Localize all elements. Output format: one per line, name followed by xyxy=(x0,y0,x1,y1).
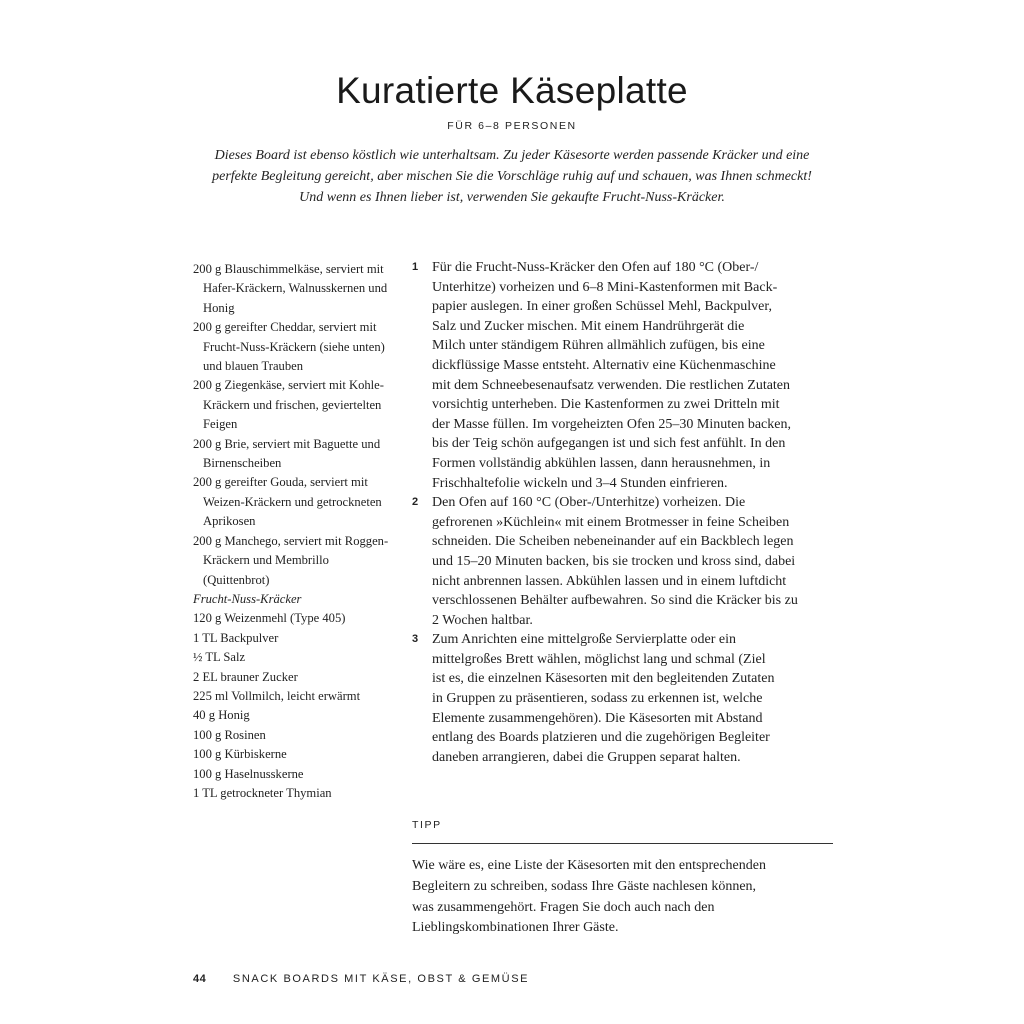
ingredients-column xyxy=(193,260,393,803)
step-text-line: und 15–20 Minuten backen, bis sie trocken und kross sind, dabei xyxy=(432,553,796,569)
step-text-line: ist es, die einzelnen Käsesorten mit den begleitenden Zutaten xyxy=(432,671,775,687)
step-text-line: bis der Teig schön aufgegangen ist und sich fest anfühlt. In den xyxy=(432,436,786,452)
ingredient-item: 1 TL Backpulver xyxy=(193,630,279,645)
cheese-item-cheddar: 200 g gereifter Cheddar, serviert mit Frucht-Nuss-Kräckern (siehe unten) und blauen Trauben xyxy=(193,320,385,374)
step-text-line: Frischhaltefolie wickeln und 3–4 Stunden einfrieren. xyxy=(432,475,728,491)
step-text-line: entlang des Boards platzieren und die zugehörigen Begleiter xyxy=(432,730,770,746)
step-text-line: daneben arrangieren, dabei die Gruppen separat halten. xyxy=(432,749,741,765)
ingredient-item: 40 g Honig xyxy=(193,708,250,723)
method-step-1 xyxy=(412,258,840,493)
step-text-line: Unterhitze) vorheizen und 6–8 Mini-Kastenformen mit Back- xyxy=(432,279,778,295)
ingredient-item: ½ TL Salz xyxy=(193,650,246,665)
tip-text xyxy=(412,856,840,939)
step-text-line: Den Ofen auf 160 °C (Ober-/Unterhitze) vorheizen. Die xyxy=(432,495,746,511)
tip-text-line: was zusammengehört. Fragen Sie doch auch nach den xyxy=(412,899,715,915)
tip-heading: TIPP xyxy=(412,819,442,831)
step-text-line: der Masse füllen. Im vorgeheizten Ofen 25–30 Minuten backen, xyxy=(432,416,791,432)
step-text-line: Salz und Zucker mischen. Mit einem Handrührgerät die xyxy=(432,318,745,334)
step-text-line: mit dem Schneebesenaufsatz verwenden. Die restlichen Zutaten xyxy=(432,377,791,393)
ingredient-item: 225 ml Vollmilch, leicht erwärmt xyxy=(193,688,361,703)
page-title: Kuratierte Käseplatte xyxy=(336,70,688,111)
cheese-list xyxy=(193,260,393,590)
step-number: 1 xyxy=(412,261,419,273)
tip-divider xyxy=(412,843,833,844)
tip-text-line: Begleitern zu schreiben, sodass Ihre Gäste nachlesen können, xyxy=(412,878,757,894)
step-number: 3 xyxy=(412,633,419,646)
page-number: 44 xyxy=(193,973,207,985)
method-steps xyxy=(412,258,840,767)
step-text-line: gefrorenen »Küchlein« mit einem Brotmesser in feine Scheiben xyxy=(432,514,790,530)
step-text-line: in Gruppen zu präsentieren, sodass zu erkennen ist, welche xyxy=(432,691,763,707)
step-number: 2 xyxy=(412,496,419,509)
servings-label: FÜR 6–8 PERSONEN xyxy=(447,120,577,132)
recipe-intro: Dieses Board ist ebenso köstlich wie unterhaltsam. Zu jeder Käsesorte werden passende Kräcker und eine perfekte Begleitung gereicht, aber mischen Sie die Vorschläge ruhig auf und schauen, was Ihnen schmeckt! Und wenn es Ihnen lieber ist, verwenden Sie gekaufte Frucht-Nuss-Kräcker. xyxy=(212,148,812,205)
step-text-line: Formen vollständig abkühlen lassen, dann herausnehmen, in xyxy=(432,455,771,471)
cheese-item-brie: 200 g Brie, serviert mit Baguette und Birnenscheiben xyxy=(193,436,381,471)
cracker-subheading: Frucht-Nuss-Kräcker xyxy=(193,591,302,606)
step-text-line: Für die Frucht-Nuss-Kräcker den Ofen auf 180 °C (Ober-/ xyxy=(432,260,759,275)
step-text-line: verschlossenen Behälter aufbewahren. So sind die Kräcker bis zu xyxy=(432,593,798,609)
tip-text-line: Lieblingskombinationen Ihrer Gäste. xyxy=(412,920,619,936)
ingredient-item: 100 g Haselnusskerne xyxy=(193,766,304,781)
ingredient-item: 100 g Rosinen xyxy=(193,727,266,742)
step-text-line: nicht anbrennen lassen. Abkühlen lassen und in einem luftdicht xyxy=(432,573,787,589)
step-text-line: Milch unter ständigem Rühren allmählich zufügen, bis eine xyxy=(432,338,765,354)
step-text-line: Elemente zusammengehören). Die Käsesorten mit Abstand xyxy=(432,710,763,726)
cheese-item-manchego: 200 g Manchego, serviert mit Roggen-Kräckern und Membrillo (Quittenbrot) xyxy=(193,533,389,587)
ingredient-item: 1 TL getrockneter Thymian xyxy=(193,785,332,800)
cheese-item-blue: 200 g Blauschimmelkäse, serviert mit Hafer-Kräckern, Walnusskernen und Honig xyxy=(193,262,388,315)
step-text-line: dickflüssige Masse entsteht. Alternativ eine Küchenmaschine xyxy=(432,357,776,373)
step-text-line: schneiden. Die Scheiben nebeneinander auf ein Backblech legen xyxy=(432,534,794,550)
page-footer xyxy=(193,973,529,985)
method-step-2 xyxy=(412,493,840,630)
ingredient-item: 120 g Weizenmehl (Type 405) xyxy=(193,611,346,626)
step-text-line: mittelgroßes Brett wählen, möglichst lang und schmal (Ziel xyxy=(432,651,766,667)
ingredient-item: 2 EL brauner Zucker xyxy=(193,669,298,684)
method-step-3 xyxy=(412,630,840,767)
cheese-item-gouda: 200 g gereifter Gouda, serviert mit Weizen-Kräckern und getrockneten Aprikosen xyxy=(193,475,382,529)
step-text-line: papier auslegen. In einer großen Schüssel Mehl, Backpulver, xyxy=(432,299,772,315)
step-text-line: vorsichtig unterheben. Die Kastenformen zu zwei Dritteln mit xyxy=(432,397,780,413)
tip-text-line: Wie wäre es, eine Liste der Käsesorten mit den entsprechenden xyxy=(412,858,766,873)
ingredient-item: 100 g Kürbiskerne xyxy=(193,747,287,762)
step-text-line: Zum Anrichten eine mittelgroße Servierplatte oder ein xyxy=(432,632,737,648)
cheese-item-goat: 200 g Ziegenkäse, serviert mit Kohle-Kräckern und frischen, geviertelten Feigen xyxy=(193,378,384,432)
section-title: SNACK BOARDS MIT KÄSE, OBST & GEMÜSE xyxy=(232,973,530,985)
step-text-line: 2 Wochen haltbar. xyxy=(432,612,533,628)
cracker-ingredient-list xyxy=(193,609,393,803)
